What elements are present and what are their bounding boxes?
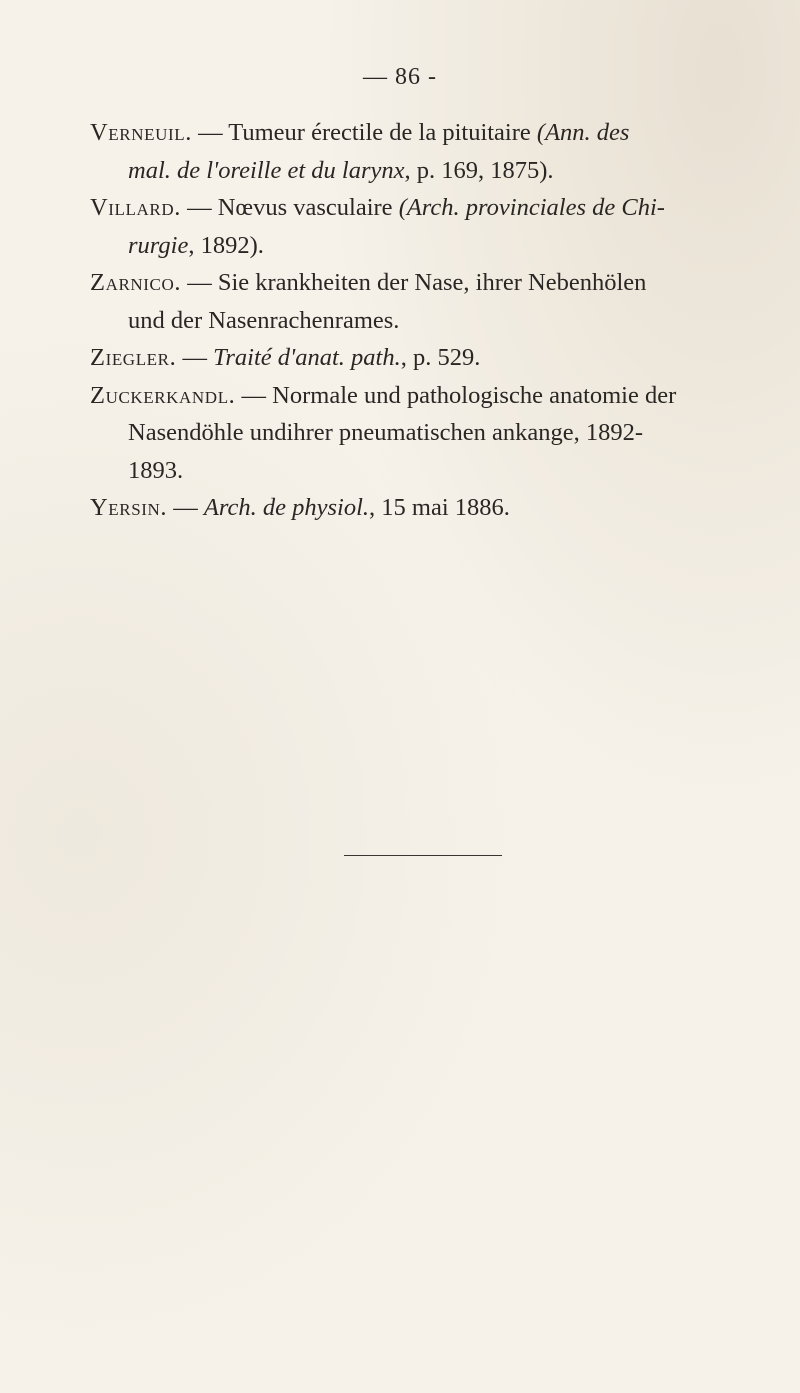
entry-source: rurgie bbox=[128, 231, 189, 259]
entry-source: Arch. de physiol. bbox=[203, 494, 370, 521]
entry-text: Nasendöhle undihrer pneumatischen ankange, 1892- bbox=[128, 419, 644, 446]
entry-source: mal. de l'oreille et du larynx bbox=[128, 156, 405, 184]
entry-source: (Ann. des bbox=[536, 119, 630, 146]
bibliography-entry bbox=[90, 489, 770, 527]
bibliography-list bbox=[90, 114, 770, 527]
entry-text: , p. 169, 1875). bbox=[404, 156, 554, 184]
entry-author: Verneuil. bbox=[90, 119, 192, 146]
entry-text: Normale und pathologische anatomie der bbox=[272, 381, 677, 409]
entry-text: , 1892). bbox=[188, 231, 264, 259]
entry-author: Yersin. bbox=[90, 494, 168, 521]
entry-source: Traité d'anat. path. bbox=[213, 344, 401, 371]
entry-author: Zarnico. bbox=[90, 269, 182, 296]
entry-separator: — bbox=[191, 119, 229, 146]
entry-text: Nœvus vasculaire bbox=[217, 194, 399, 221]
entry-text: Sie krankheiten der Nase, ihrer Nebenhölen bbox=[217, 269, 647, 296]
entry-separator: — bbox=[180, 194, 218, 221]
bibliography-entry bbox=[90, 189, 770, 264]
entry-separator: — bbox=[235, 381, 273, 409]
bibliography-entry bbox=[90, 264, 770, 339]
bibliography-entry bbox=[90, 339, 770, 377]
bibliography-entry bbox=[90, 377, 770, 490]
bibliography-entry bbox=[90, 114, 770, 189]
entry-author: Zuckerkandl. bbox=[90, 381, 236, 409]
entry-text: , p. 529. bbox=[400, 344, 481, 371]
entry-author: Ziegler. bbox=[90, 344, 177, 371]
section-divider bbox=[344, 855, 502, 856]
entry-source: (Arch. provinciales de Chi- bbox=[398, 194, 665, 221]
entry-text: , 15 mai 1886. bbox=[369, 494, 510, 521]
entry-separator: — bbox=[181, 269, 218, 296]
entry-text: und der Nasenrachenrames. bbox=[128, 306, 400, 334]
entry-separator: — bbox=[176, 344, 214, 371]
entry-separator: — bbox=[167, 494, 204, 521]
entry-text: 1893. bbox=[128, 456, 184, 484]
page-number: — 86 - bbox=[363, 64, 437, 90]
entry-author: Villard. bbox=[90, 194, 181, 221]
entry-text: Tumeur érectile de la pituitaire bbox=[228, 119, 537, 146]
